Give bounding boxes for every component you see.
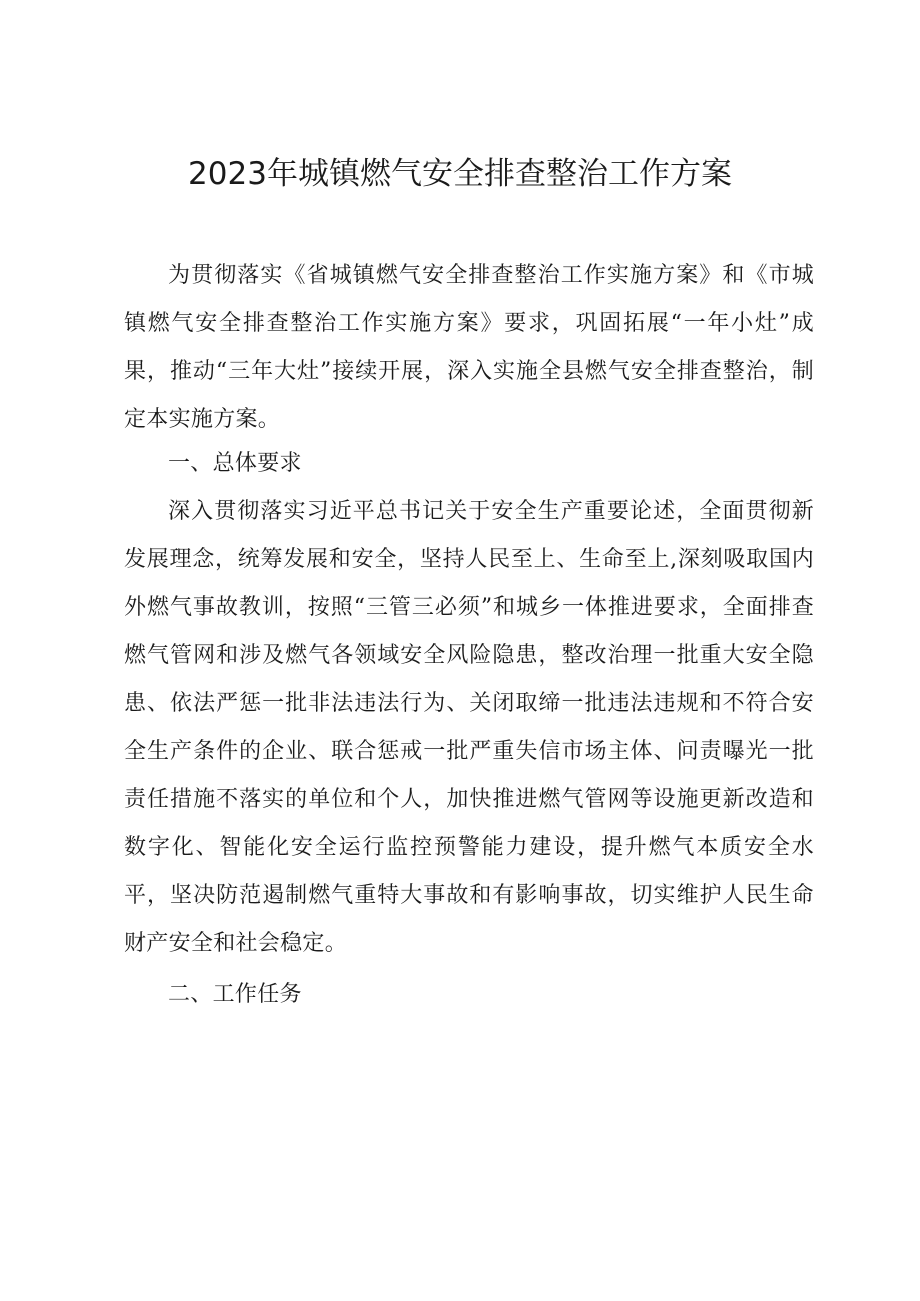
intro-paragraph: 为贯彻落实《省城镇燃气安全排查整治工作实施方案》和《市城镇燃气安全排查整治工作实施方案》要求，巩固拓展“一年小灶”成果，推动“三年大灶”接续开展，深入实施全县燃气安全排查整治，制定本实施方案。 xyxy=(124,263,814,432)
section-heading-work-tasks: 二、工作任务 xyxy=(168,982,302,1007)
general-requirements-paragraph: 深入贯彻落实习近平总书记关于安全生产重要论述，全面贯彻新发展理念，统筹发展和安全，坚持人民至上、生命至上,深刻吸取国内外燃气事故教训，按照“三管三必须”和城乡一体推进要求，全面排查燃气管网和涉及燃气各领域安全风险隐患，整改治理一批重大安全隐患、依法严惩一批非法违法行为、关闭取缔一批违法违规和不符合安全生产条件的企业、联合惩戒一批严重失信市场主体、问责曝光一批责任措施不落实的单位和个人，加快推进燃气管网等设施更新改造和数字化、智能化安全运行监控预警能力建设，提升燃气本质安全水平，坚决防范遏制燃气重特大事故和有影响事故，切实维护人民生命财产安全和社会稳定。 xyxy=(124,499,814,956)
document-title: 2023年城镇燃气安全排查整治工作方案 xyxy=(188,156,732,192)
section-heading-general-requirements: 一、总体要求 xyxy=(168,451,302,476)
